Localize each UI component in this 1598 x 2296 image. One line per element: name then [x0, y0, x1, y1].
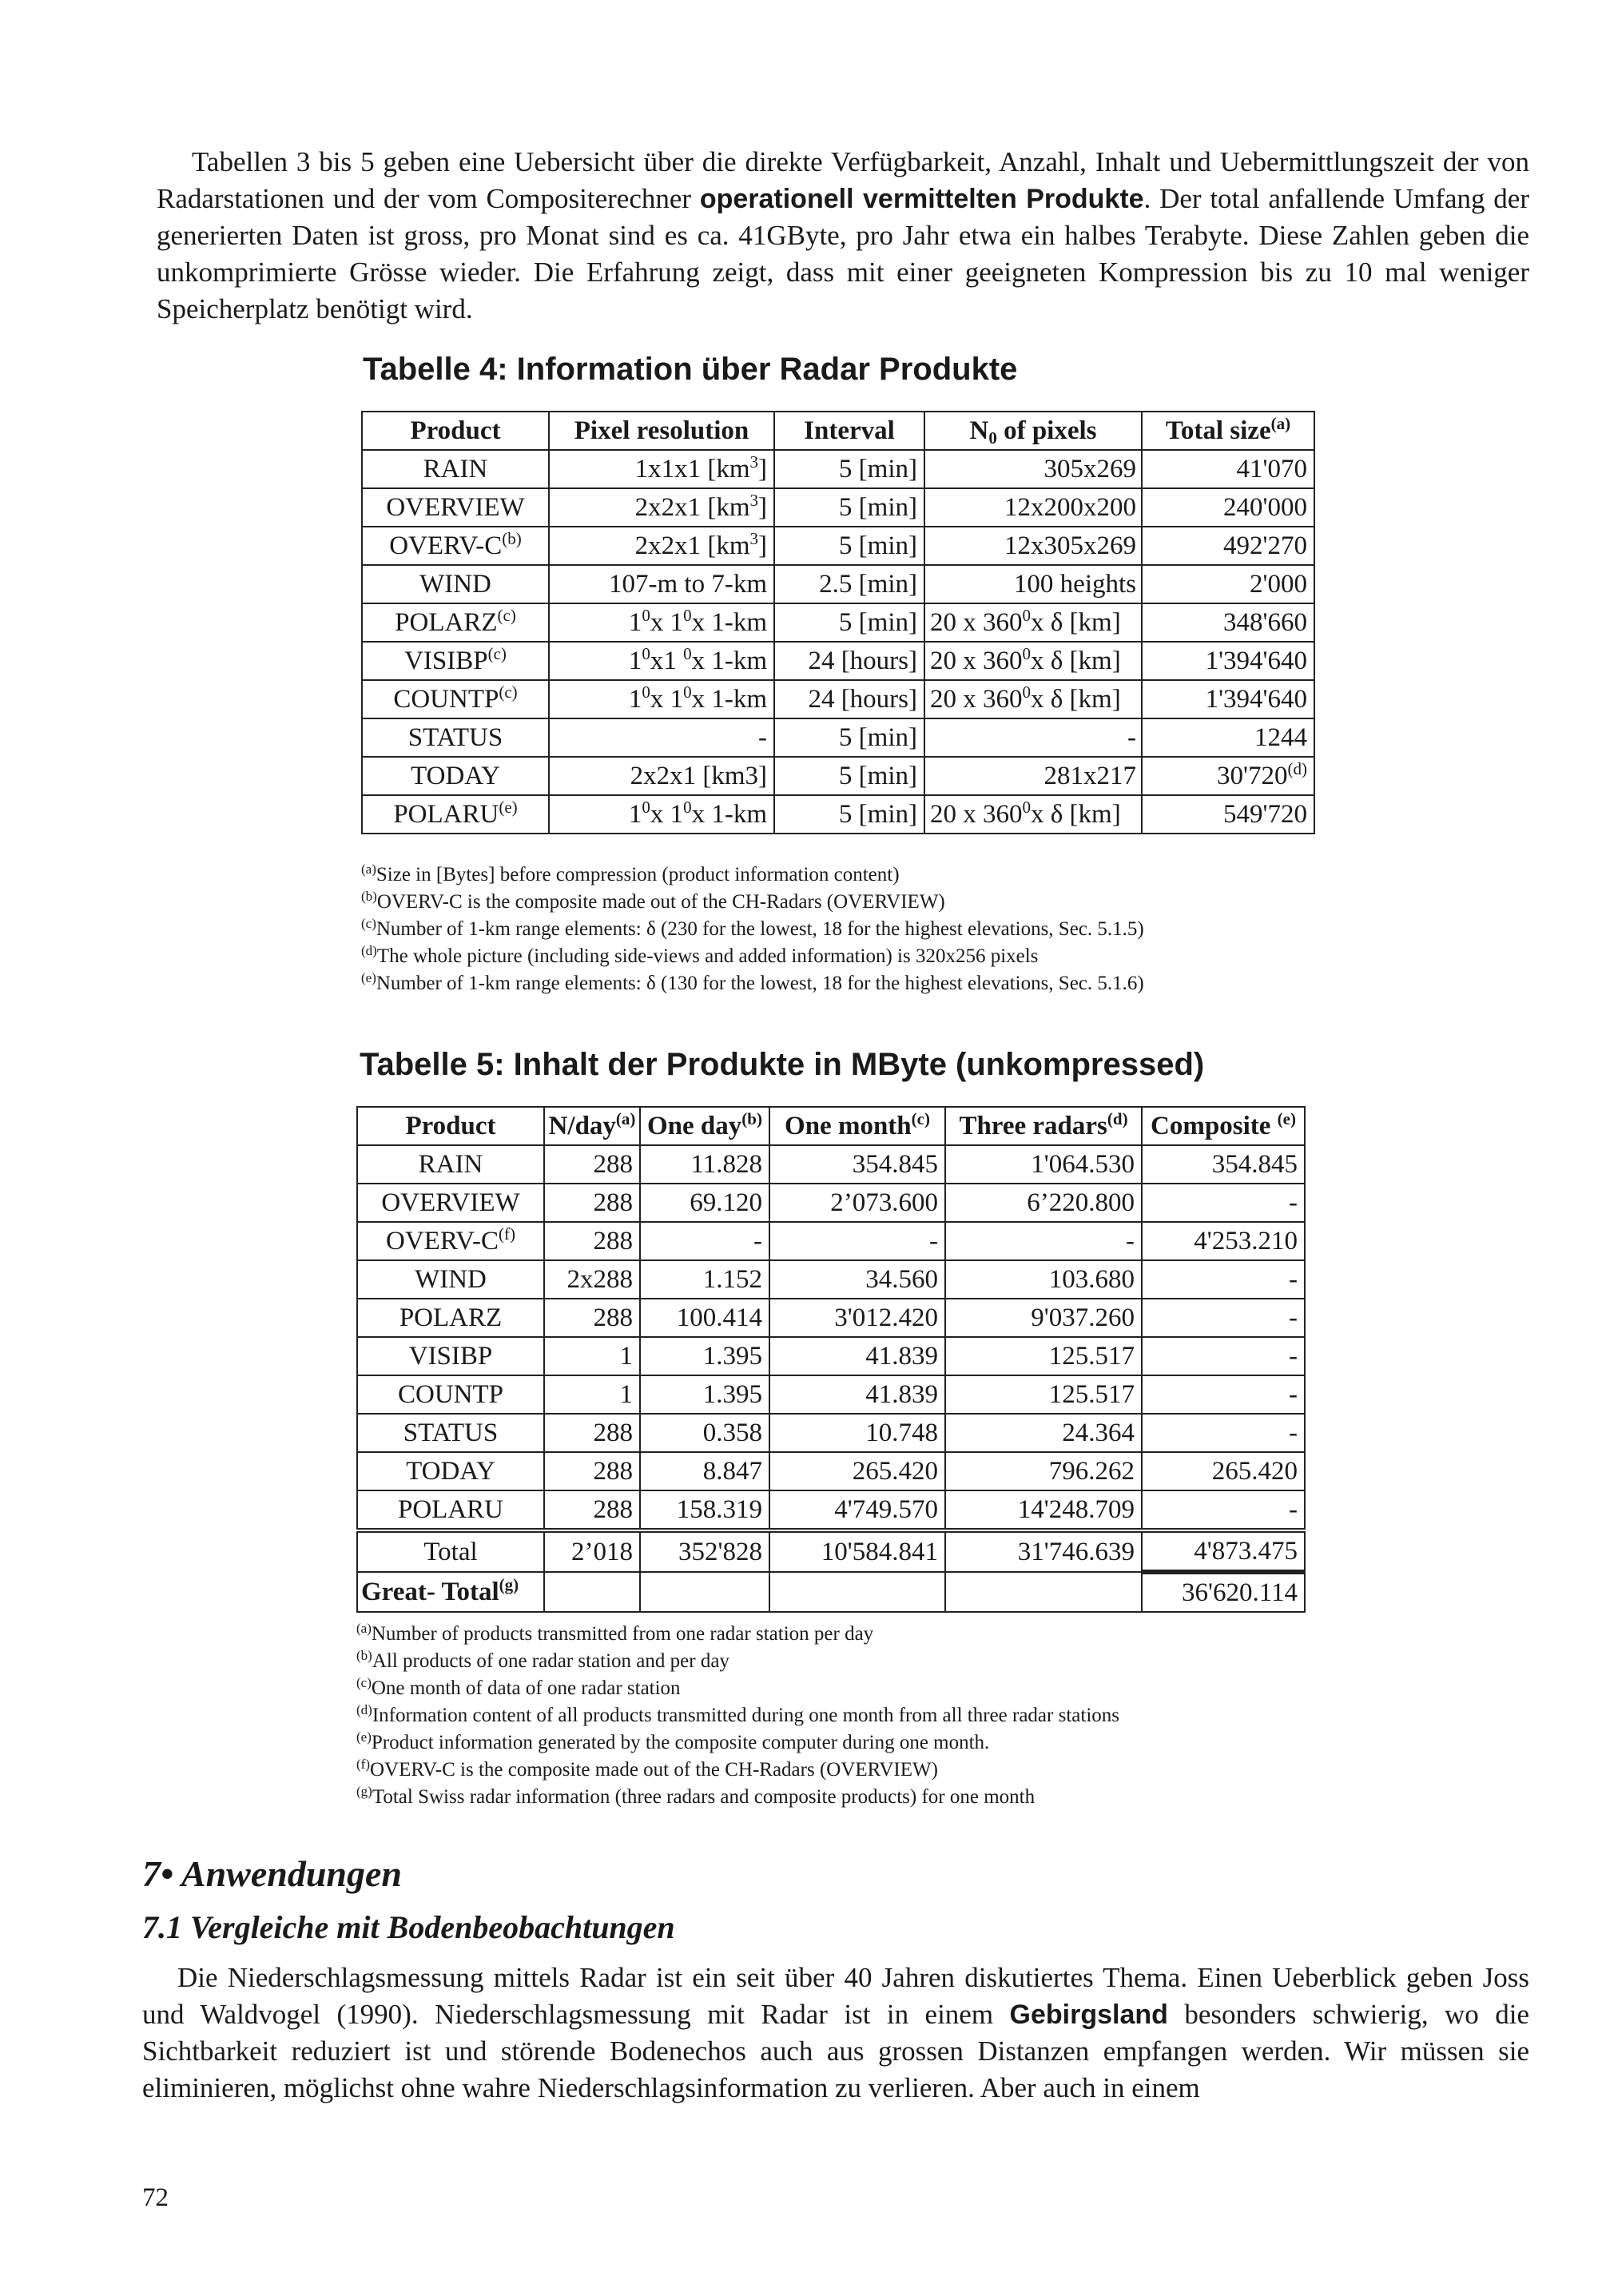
table5-header-nday: N/day$^{(a)}$ — [544, 1107, 640, 1145]
table5 — [356, 1106, 1306, 1613]
section-paragraph — [142, 1960, 1529, 2107]
table5-cell-comp: - — [1142, 1184, 1305, 1222]
table5-empty-cell — [544, 1572, 640, 1612]
table4-header-interval: Interval — [774, 412, 924, 450]
table5-cell-day: 8.847 — [640, 1452, 769, 1490]
table5-cell-three: 14'248.709 — [945, 1490, 1142, 1530]
table4-cell-pixels: 281x217 — [924, 757, 1142, 795]
table4-row — [362, 680, 1314, 718]
table5-row — [357, 1145, 1305, 1184]
table5-total-month: 10'584.841 — [769, 1530, 945, 1572]
table4-cell-total: 1244 — [1142, 718, 1314, 757]
table5-cell-product: VISIBP — [357, 1337, 544, 1375]
table4-cell-interval: 24 [hours] — [774, 680, 924, 718]
table4-cell-resolution: 2x2x1 [km3] — [549, 757, 774, 795]
table5-cell-product: COUNTP — [357, 1375, 544, 1414]
table5-cell-nday: 288 — [544, 1414, 640, 1452]
table5-cell-nday: 288 — [544, 1490, 640, 1530]
table5-header-oneday: One day$^{(b)}$ — [640, 1107, 769, 1145]
table4-cell-resolution: $1^0x1$ $^0$x 1-km — [549, 642, 774, 680]
table5-cell-comp: - — [1142, 1260, 1305, 1299]
intro-bold: operationell vermittelten Produkte — [699, 184, 1144, 214]
table4-cell-total: 492'270 — [1142, 527, 1314, 565]
table5-empty-cell — [769, 1572, 945, 1612]
table5-cell-month: 41.839 — [769, 1375, 945, 1414]
table5-cell-comp: - — [1142, 1490, 1305, 1530]
table4-note: $^{(c)}$Number of 1-km range elements: δ (230 for the lowest, 18 for the highest elevations, Sec. 5.1.5) — [361, 916, 1144, 940]
table5-cell-month: 354.845 — [769, 1145, 945, 1184]
table4-cell-interval: 24 [hours] — [774, 642, 924, 680]
table5-total-label: Total — [357, 1530, 544, 1572]
table4-note: $^{(a)}$Size in [Bytes] before compression (product information content) — [361, 861, 900, 885]
table5-cell-day: 1.152 — [640, 1260, 769, 1299]
table5-header-onemonth: One month$^{(c)}$ — [769, 1107, 945, 1145]
table5-header-threeradars: Three radars$^{(d)}$ — [945, 1107, 1142, 1145]
table5-notes — [356, 1621, 1119, 1811]
table5-great-total-row — [357, 1572, 1305, 1612]
table5-cell-day: 11.828 — [640, 1145, 769, 1184]
table4-cell-total: 240'000 — [1142, 488, 1314, 527]
table5-cell-month: 4'749.570 — [769, 1490, 945, 1530]
table5-cell-nday: 288 — [544, 1184, 640, 1222]
table5-cell-product: POLARZ — [357, 1299, 544, 1337]
table5-total-comp: 4'873.475 — [1142, 1530, 1305, 1572]
table4-cell-interval: 5 [min] — [774, 527, 924, 565]
table4-cell-product: VISIBP$^{(c)}$ — [362, 642, 549, 680]
table5-note: $^{(e)}$Product information generated by the composite computer during one month. — [356, 1729, 990, 1753]
table4-cell-pixels: 100 heights — [924, 565, 1142, 603]
table5-row — [357, 1490, 1305, 1530]
table4-body — [362, 450, 1314, 834]
table4-cell-resolution: 2x2x1 $[km^3]$ — [549, 527, 774, 565]
table5-cell-comp: 265.420 — [1142, 1452, 1305, 1490]
table4-notes — [361, 861, 1144, 997]
table5-note: $^{(g)}$Total Swiss radar information (three radars and composite products) for one month — [356, 1784, 1036, 1808]
table4-caption: Tabelle 4: Information über Radar Produkte — [363, 352, 1018, 387]
table5-cell-three: - — [945, 1222, 1142, 1260]
table5-cell-comp: - — [1142, 1375, 1305, 1414]
table5-body — [357, 1145, 1305, 1530]
table5-cell-day: 0.358 — [640, 1414, 769, 1452]
table4-cell-pixels: 20 x $360^0x$ δ [km] — [924, 680, 1142, 718]
intro-paragraph — [157, 144, 1529, 328]
table4-row — [362, 527, 1314, 565]
table5-cell-comp: - — [1142, 1299, 1305, 1337]
section-heading: 7• Anwendungen — [142, 1853, 403, 1894]
table5-cell-month: 10.748 — [769, 1414, 945, 1452]
table4-cell-total: 2'000 — [1142, 565, 1314, 603]
table5-cell-day: - — [640, 1222, 769, 1260]
table5-row — [357, 1222, 1305, 1260]
table5-row — [357, 1452, 1305, 1490]
table5-cell-day: 69.120 — [640, 1184, 769, 1222]
table5-cell-product: STATUS — [357, 1414, 544, 1452]
table5-cell-three: 103.680 — [945, 1260, 1142, 1299]
table4-header-row — [362, 412, 1314, 450]
table5-empty-cell — [945, 1572, 1142, 1612]
table4-cell-resolution: 1x1x1 $[km^3]$ — [549, 450, 774, 488]
table5-cell-nday: 288 — [544, 1452, 640, 1490]
table4-cell-product: WIND — [362, 565, 549, 603]
table5-great-total-label: Great- Total$^{(g)}$ — [357, 1572, 544, 1612]
table4-cell-product: OVERV-$C^{(b)}$ — [362, 527, 549, 565]
table5-cell-comp: - — [1142, 1414, 1305, 1452]
table4-header-product: Product — [362, 412, 549, 450]
table5-cell-nday: 1 — [544, 1375, 640, 1414]
table4-cell-interval: 5 [min] — [774, 450, 924, 488]
table5-header-row — [357, 1107, 1305, 1145]
table5-cell-three: 1'064.530 — [945, 1145, 1142, 1184]
table5-cell-three: 9'037.260 — [945, 1299, 1142, 1337]
table4-cell-interval: 5 [min] — [774, 718, 924, 757]
table4-cell-total: 30'720$^{(d)}$ — [1142, 757, 1314, 795]
table4-cell-resolution: 107-m to 7-km — [549, 565, 774, 603]
table4-note: $^{(d)}$The whole picture (including side-views and added information) is 320x256 pixels — [361, 943, 1039, 967]
table5-cell-day: 158.319 — [640, 1490, 769, 1530]
table4-cell-total: 348'660 — [1142, 603, 1314, 642]
table4-cell-pixels: 12x305x269 — [924, 527, 1142, 565]
table5-note: $^{(c)}$One month of data of one radar station — [356, 1675, 681, 1699]
table5-row — [357, 1299, 1305, 1337]
table5-note: $^{(b)}$All products of one radar station and per day — [356, 1648, 729, 1672]
table5-cell-three: 796.262 — [945, 1452, 1142, 1490]
table4-cell-product: POLARZ$^{(c)}$ — [362, 603, 549, 642]
table4-cell-product: RAIN — [362, 450, 549, 488]
table4-cell-product: TODAY — [362, 757, 549, 795]
table5-total-three: 31'746.639 — [945, 1530, 1142, 1572]
table5-cell-product: WIND — [357, 1260, 544, 1299]
table5-cell-three: 6’220.800 — [945, 1184, 1142, 1222]
table5-cell-nday: 1 — [544, 1337, 640, 1375]
table4-cell-resolution: $1^0x$ $1^0x$ 1-km — [549, 795, 774, 834]
table5-total-nday: 2’018 — [544, 1530, 640, 1572]
table5-cell-product: TODAY — [357, 1452, 544, 1490]
table5-cell-month: 34.560 — [769, 1260, 945, 1299]
table5-row — [357, 1337, 1305, 1375]
table5-cell-three: 24.364 — [945, 1414, 1142, 1452]
table4-cell-interval: 5 [min] — [774, 795, 924, 834]
page-number: 72 — [142, 2183, 169, 2212]
table5-cell-comp: 4'253.210 — [1142, 1222, 1305, 1260]
table4-cell-pixels: 20 x $360^0x$ δ [km] — [924, 642, 1142, 680]
table4-cell-product: COUNTP$^{(c)}$ — [362, 680, 549, 718]
table4-cell-pixels: 305x269 — [924, 450, 1142, 488]
table5-caption: Tabelle 5: Inhalt der Produkte in MByte (unkompressed) — [360, 1047, 1205, 1082]
table4-row — [362, 450, 1314, 488]
table4-row — [362, 757, 1314, 795]
table5-cell-nday: 288 — [544, 1145, 640, 1184]
table5-row — [357, 1375, 1305, 1414]
section-text-1: Die Niederschlagsmessung mittels Radar ist ein seit über 40 Jahren diskutiertes Thema. Einen Ueberblick geben Joss und Waldvogel (1990). Niederschlagsmessung mit Radar ist in einem — [142, 1962, 1529, 2030]
table4-cell-total: 549'720 — [1142, 795, 1314, 834]
table4-cell-interval: 5 [min] — [774, 757, 924, 795]
table4-header-pixels: $N_0$ of pixels — [924, 412, 1142, 450]
table5-cell-day: 100.414 — [640, 1299, 769, 1337]
table5-note: $^{(f)}$OVERV-C is the composite made out of the CH-Radars (OVERVIEW) — [356, 1757, 938, 1781]
table4-cell-product: POLARU$^{(e)}$ — [362, 795, 549, 834]
table4-cell-interval: 5 [min] — [774, 488, 924, 527]
table5-cell-nday: 288 — [544, 1222, 640, 1260]
table4-cell-resolution: $1^0x$ $1^0x$ 1-km — [549, 603, 774, 642]
table5-cell-day: 1.395 — [640, 1337, 769, 1375]
table4-cell-total: 41'070 — [1142, 450, 1314, 488]
table5-total-row — [357, 1530, 1305, 1572]
table4-row — [362, 488, 1314, 527]
table4-row — [362, 603, 1314, 642]
table4-cell-resolution: 2x2x1 $[km^3]$ — [549, 488, 774, 527]
table5-row — [357, 1260, 1305, 1299]
table5-note: $^{(d)}$Information content of all products transmitted during one month from all three radar stations — [356, 1702, 1119, 1726]
table4-cell-total: 1'394'640 — [1142, 680, 1314, 718]
table4-header-resolution: Pixel resolution — [549, 412, 774, 450]
table5-cell-day: 1.395 — [640, 1375, 769, 1414]
table4-cell-product: OVERVIEW — [362, 488, 549, 527]
table5-cell-product: OVERVIEW — [357, 1184, 544, 1222]
table4-cell-pixels: 20 x $360^0x$ δ [km] — [924, 795, 1142, 834]
table4-row — [362, 642, 1314, 680]
table5-cell-month: 3'012.420 — [769, 1299, 945, 1337]
table5-header-composite: Composite $^{(e)}$ — [1142, 1107, 1305, 1145]
table5-cell-nday: 2x288 — [544, 1260, 640, 1299]
table5-great-total-value: 36'620.114 — [1142, 1572, 1305, 1612]
table4-cell-product: STATUS — [362, 718, 549, 757]
table5-cell-comp: 354.845 — [1142, 1145, 1305, 1184]
table4-cell-interval: 5 [min] — [774, 603, 924, 642]
table4-cell-total: 1'394'640 — [1142, 642, 1314, 680]
intro-text-2: . Der total anfallende Umfang der generierten Daten ist gross, pro Monat sind es ca. 41GByte, pro Jahr etwa ein halbes Terabyte. Diese Zahlen geben die unkomprimierte Grösse wieder. Die Erfahrung zeigt, dass mit einer geeigneten Kompression bis zu 10 mal weniger Speicherplatz benötigt wird. — [157, 183, 1530, 324]
table4-cell-pixels: 12x200x200 — [924, 488, 1142, 527]
table5-row — [357, 1184, 1305, 1222]
section-subheading: 7.1 Vergleiche mit Bodenbeobachtungen — [142, 1909, 675, 1945]
section-text-2: besonders schwierig, wo die Sichtbarkeit reduziert ist und störende Bodenechos auch aus grossen Distanzen empfangen werden. Wir müssen sie eliminieren, möglichst ohne wahre Niederschlagsinformation zu verlieren. Aber auch in einem — [142, 1999, 1529, 2103]
table5-cell-product: OVERV-$C^{(f)}$ — [357, 1222, 544, 1260]
table4-note: $^{(b)}$OVERV-C is the composite made out of the CH-Radars (OVERVIEW) — [361, 889, 945, 913]
table4-note: $^{(e)}$Number of 1-km range elements: δ (130 for the lowest, 18 for the highest elevations, Sec. 5.1.6) — [361, 970, 1144, 994]
table4-cell-resolution: $1^0x$ $1^0x$ 1-km — [549, 680, 774, 718]
table4-row — [362, 718, 1314, 757]
table4 — [361, 411, 1315, 834]
table5-cell-month: 41.839 — [769, 1337, 945, 1375]
table5-total-day: 352'828 — [640, 1530, 769, 1572]
table5-empty-cell — [640, 1572, 769, 1612]
table5-cell-product: RAIN — [357, 1145, 544, 1184]
table5-cell-three: 125.517 — [945, 1375, 1142, 1414]
table5-cell-comp: - — [1142, 1337, 1305, 1375]
table5-cell-three: 125.517 — [945, 1337, 1142, 1375]
table5-cell-month: 265.420 — [769, 1452, 945, 1490]
table4-row — [362, 795, 1314, 834]
table4-cell-resolution: - — [549, 718, 774, 757]
table5-row — [357, 1414, 1305, 1452]
table5-cell-nday: 288 — [544, 1299, 640, 1337]
intro-text-1: Tabellen 3 bis 5 geben eine Uebersicht über die direkte Verfügbarkeit, Anzahl, Inhalt und Uebermittlungszeit der von Radarstationen und der vom Compositerechner — [157, 146, 1529, 214]
table4-row — [362, 565, 1314, 603]
table5-header-product: Product — [357, 1107, 544, 1145]
section-bold: Gebirgsland — [1009, 2000, 1168, 2030]
table5-cell-month: - — [769, 1222, 945, 1260]
table4-cell-pixels: 20 x $360^0x$ δ [km] — [924, 603, 1142, 642]
table4-header-total: Total size$^{(a)}$ — [1142, 412, 1314, 450]
table4-cell-interval: 2.5 [min] — [774, 565, 924, 603]
table5-cell-month: 2’073.600 — [769, 1184, 945, 1222]
table4-cell-pixels: - — [924, 718, 1142, 757]
table5-cell-product: POLARU — [357, 1490, 544, 1530]
table5-note: $^{(a)}$Number of products transmitted from one radar station per day — [356, 1621, 874, 1645]
